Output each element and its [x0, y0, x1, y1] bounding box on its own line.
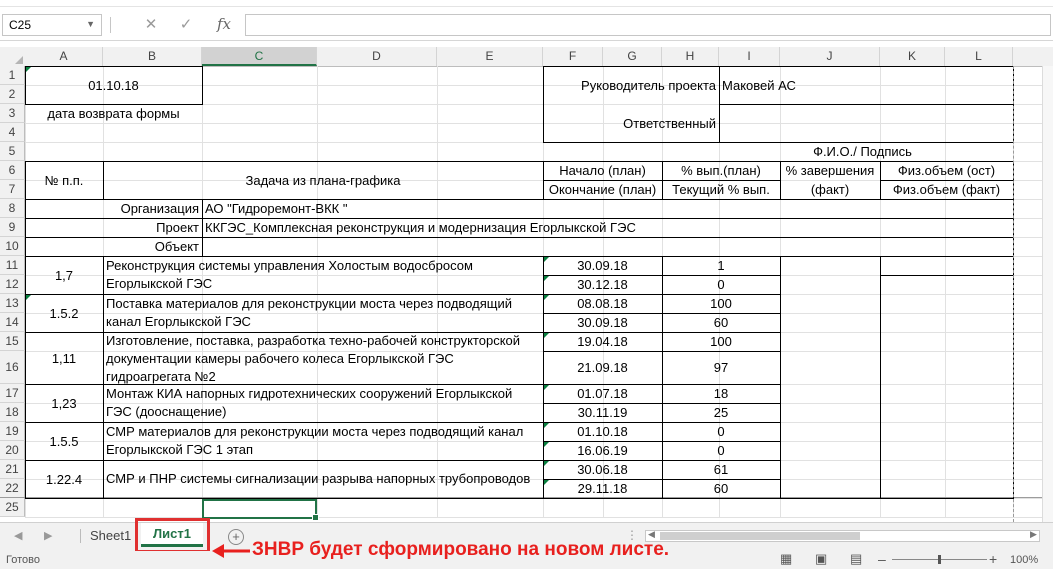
normal-view-icon[interactable]: ▦ [780, 551, 793, 566]
signature-label-text: Ф.И.О./ Подпись [813, 144, 912, 159]
task-start-text: 19.04.18 [577, 334, 628, 349]
task-pct-current [665, 351, 777, 384]
cell-border [202, 199, 203, 257]
row-header-15[interactable]: 15 [0, 332, 25, 351]
task-pct-plan [665, 332, 777, 351]
tab-sheet1[interactable]: Sheet1 [90, 528, 132, 543]
row-header-10[interactable]: 10 [0, 237, 25, 256]
cell-border [25, 498, 781, 499]
vol-fact-header [883, 180, 1010, 199]
row-header-9[interactable]: 9 [0, 218, 25, 237]
cell-border [780, 256, 781, 499]
task-end [546, 313, 659, 332]
row-header-11[interactable]: 11 [0, 256, 25, 275]
cell-border [543, 66, 544, 143]
error-indicator-icon[interactable] [544, 257, 549, 262]
responsible-label [546, 104, 716, 142]
gridline [25, 123, 1042, 124]
task-start [546, 256, 659, 275]
page-break-view-icon[interactable]: ▤ [850, 551, 863, 566]
zoom-out-button[interactable]: – [878, 551, 886, 567]
row-header-22[interactable]: 22 [0, 479, 25, 498]
scroll-left-icon[interactable]: ◀ [648, 529, 655, 539]
row-header-16[interactable]: 16 [0, 351, 25, 384]
arrow-icon [212, 537, 252, 563]
task-num [28, 422, 100, 460]
task-num-text: 1,23 [51, 395, 77, 411]
task-num [28, 460, 100, 498]
pct-done-header [783, 161, 877, 180]
task-pct-plan-text: 100 [710, 296, 732, 311]
task-start [546, 294, 659, 313]
task-pct-current-text: 60 [713, 481, 729, 496]
error-indicator-icon[interactable] [544, 333, 549, 338]
task-end [546, 479, 659, 498]
error-indicator-icon[interactable] [544, 423, 549, 428]
task-start [546, 384, 659, 403]
task-pct-current [665, 275, 777, 294]
task-pct-current [665, 403, 777, 422]
task-pct-current [665, 313, 777, 332]
task-end-text: 30.12.18 [577, 277, 628, 292]
end-plan-header-text: Окончание (план) [548, 182, 657, 197]
error-indicator-icon[interactable] [544, 385, 549, 390]
task-num-text: 1.5.2 [49, 305, 79, 321]
vol-rest-header [883, 161, 1010, 180]
object-label [28, 237, 199, 256]
task-pct-plan [665, 384, 777, 403]
task-pct-plan-text: 61 [713, 462, 729, 477]
row-header-7[interactable]: 7 [0, 180, 25, 199]
task-description-text: СМР и ПНР системы сигнализации разрыва напорных трубопроводов [106, 471, 531, 486]
task-description [106, 294, 540, 332]
task-num [28, 294, 100, 332]
task-pct-plan [665, 422, 777, 441]
row-header-13[interactable]: 13 [0, 294, 25, 313]
object-label-text: Объект [154, 239, 199, 254]
row-header-25[interactable]: 25 [0, 498, 25, 517]
row-header-18[interactable]: 18 [0, 403, 25, 422]
column-header-h[interactable]: H [662, 47, 719, 66]
task-end-text: 16.06.19 [577, 443, 628, 458]
org-label [28, 199, 199, 218]
insert-function-icon[interactable]: fx [216, 15, 231, 33]
task-start-text: 30.06.18 [577, 462, 628, 477]
org-value [205, 199, 1010, 218]
project-value [205, 218, 1010, 237]
manager-label-text: Руководитель проекта [581, 77, 716, 93]
annotation-text: ЗНВР будет сформировано на новом листе. [252, 539, 670, 560]
signature-label [783, 142, 942, 161]
task-start-text: 01.10.18 [577, 424, 628, 439]
column-header-c[interactable]: C [202, 47, 317, 66]
scroll-right-icon[interactable]: ▶ [1030, 529, 1037, 539]
task-description [106, 422, 540, 460]
vol-fact-header-text: Физ.объем (факт) [892, 182, 1001, 197]
task-start-text: 08.08.18 [577, 296, 628, 311]
cell-border [25, 161, 26, 200]
task-pct-current-text: 25 [713, 405, 729, 420]
task-num [28, 332, 100, 384]
cell-border [880, 275, 1014, 276]
row-header-20[interactable]: 20 [0, 441, 25, 460]
zoom-in-button[interactable]: + [989, 551, 998, 567]
manager-value-text: Маковей АС [722, 77, 796, 93]
error-indicator-icon[interactable] [26, 67, 31, 72]
project-label-text: Проект [156, 220, 199, 235]
row-header-14[interactable]: 14 [0, 313, 25, 332]
cell-border [543, 142, 1014, 143]
column-header-k[interactable]: K [880, 47, 945, 66]
task-start-text: 01.07.18 [577, 386, 628, 401]
task-pct-plan-text: 100 [710, 334, 732, 349]
pct-done-header-text: % завершения [785, 163, 875, 178]
column-header-j[interactable]: J [780, 47, 880, 66]
start-plan-header [546, 161, 659, 180]
org-value-text: АО "Гидроремонт-ВКК " [205, 201, 348, 216]
task-start [546, 460, 659, 479]
manager-value [722, 66, 1010, 104]
prev-sheet-icon[interactable]: ◀ [14, 530, 23, 542]
date-cell [28, 66, 199, 104]
task-pct-current-text: 0 [717, 277, 725, 292]
task-end [546, 275, 659, 294]
task-end-text: 30.11.19 [577, 405, 628, 420]
error-indicator-icon[interactable] [544, 480, 549, 485]
cell-border [880, 256, 881, 499]
status-ready: Готово [6, 554, 40, 566]
page-layout-icon[interactable]: ▣ [815, 551, 828, 566]
active-cell-c25[interactable] [202, 499, 317, 519]
project-label [28, 218, 199, 237]
col-num-header [28, 161, 100, 199]
col-num-header-text: № п.п. [44, 172, 84, 188]
highlight-box [135, 518, 210, 553]
task-pct-current [665, 441, 777, 460]
project-value-text: ККГЭС_Комплексная реконструкция и модернизация Егорлыкской ГЭС [205, 220, 636, 235]
zoom-level[interactable]: 100% [1010, 554, 1039, 566]
task-description-text: Поставка материалов для реконструкции моста через подводящий канал Егорлыкской ГЭС [106, 296, 512, 329]
responsible-label-text: Ответственный [623, 115, 716, 131]
column-header-b[interactable]: B [103, 47, 202, 66]
page-break-line [1013, 66, 1014, 522]
task-pct-current [665, 479, 777, 498]
row-header-4[interactable]: 4 [0, 123, 25, 142]
zoom-slider-thumb[interactable] [938, 555, 941, 564]
task-num [28, 384, 100, 422]
column-header-f[interactable]: F [543, 47, 603, 66]
vol-rest-header-text: Физ.объем (ост) [897, 163, 996, 178]
cell-border [202, 66, 203, 105]
enter-icon[interactable]: ✓ [179, 16, 193, 33]
pct-plan-header-text: % вып.(план) [681, 163, 761, 178]
error-indicator-icon[interactable] [544, 461, 549, 466]
cell-border [25, 199, 26, 257]
task-description [106, 460, 540, 498]
tab-list1[interactable]: Лист1 [141, 523, 203, 547]
cell-border [25, 256, 26, 499]
task-pct-plan-text: 18 [713, 386, 729, 401]
column-header-d[interactable]: D [317, 47, 437, 66]
task-pct-current-text: 60 [713, 315, 729, 330]
vertical-scrollbar[interactable] [1042, 66, 1053, 522]
task-start-text: 30.09.18 [577, 258, 628, 273]
column-header-e[interactable]: E [437, 47, 543, 66]
row-header-19[interactable]: 19 [0, 422, 25, 441]
date-cell-text: 01.10.18 [88, 77, 139, 93]
tab-split-handle[interactable]: ⋮ [626, 528, 638, 542]
task-end [546, 441, 659, 460]
column-header-a[interactable]: A [25, 47, 103, 66]
task-end-text: 30.09.18 [577, 315, 628, 330]
task-pct-plan [665, 294, 777, 313]
pct-done-fact-header [783, 180, 877, 199]
cell-border [103, 161, 104, 200]
col-task-header [106, 161, 540, 199]
column-header-i[interactable]: I [719, 47, 780, 66]
task-num-text: 1.5.5 [49, 433, 79, 449]
row-header-5[interactable]: 5 [0, 142, 25, 161]
task-num [28, 256, 100, 294]
manager-label [546, 66, 716, 104]
row-header-8[interactable]: 8 [0, 199, 25, 218]
pct-current-header [665, 180, 777, 199]
task-num-text: 1,11 [51, 350, 77, 366]
task-end-text: 21.09.18 [577, 360, 628, 375]
task-description-text: СМР материалов для реконструкции моста через подводящий канал Егорлыкской ГЭС 1 этап [106, 424, 524, 457]
gridline [945, 66, 946, 517]
task-description-text: Реконструкция системы управления Холостым водосбросом Егорлыкской ГЭС [106, 258, 473, 291]
cell-border [662, 256, 663, 499]
end-plan-header [546, 180, 659, 199]
row-header-6[interactable]: 6 [0, 161, 25, 180]
col-task-header-text: Задача из плана-графика [245, 172, 401, 188]
task-end [546, 403, 659, 422]
chevron-down-icon[interactable]: ▼ [86, 19, 95, 29]
task-start [546, 332, 659, 351]
task-pct-current-text: 97 [713, 360, 729, 375]
error-indicator-icon[interactable] [26, 295, 31, 300]
error-indicator-icon[interactable] [544, 276, 549, 281]
cancel-icon[interactable]: ✕ [144, 16, 158, 33]
add-sheet-button[interactable]: + [228, 529, 244, 545]
separator [80, 529, 81, 543]
task-num-text: 1,7 [54, 267, 74, 283]
task-description [106, 384, 540, 422]
row-header-2[interactable]: 2 [0, 85, 25, 104]
pct-current-header-text: Текущий % вып. [672, 182, 770, 197]
task-pct-plan [665, 460, 777, 479]
column-header-g[interactable]: G [603, 47, 662, 66]
task-end-text: 29.11.18 [577, 481, 628, 496]
return-label [28, 104, 199, 123]
cell-border [780, 498, 1014, 499]
task-start [546, 422, 659, 441]
row-header-17[interactable]: 17 [0, 384, 25, 403]
task-description [106, 332, 540, 384]
task-description-text: Изготовление, поставка, разработка техно-рабочей конструкторской документации камеры рабочего колеса Егорлыкской ГЭС гидроагрегата №2 [106, 333, 521, 384]
task-end [546, 351, 659, 384]
return-label-text: дата возврата формы [47, 106, 180, 121]
row-header-1[interactable]: 1 [0, 66, 25, 85]
task-description [106, 256, 540, 294]
name-box-value: C25 [9, 18, 32, 32]
task-pct-current-text: 0 [717, 443, 725, 458]
scroll-thumb[interactable] [660, 532, 860, 540]
error-indicator-icon[interactable] [544, 442, 549, 447]
error-indicator-icon[interactable] [544, 295, 549, 300]
column-header-l[interactable]: L [945, 47, 1013, 66]
task-pct-plan [665, 256, 777, 275]
task-pct-plan-text: 1 [717, 258, 725, 273]
start-plan-header-text: Начало (план) [559, 163, 646, 178]
task-description-text: Монтаж КИА напорных гидротехнических сооружений Егорлыкской ГЭС (дооснащение) [106, 386, 513, 419]
row-header-12[interactable]: 12 [0, 275, 25, 294]
task-pct-plan-text: 0 [717, 424, 725, 439]
pct-plan-header [665, 161, 777, 180]
row-header-3[interactable]: 3 [0, 104, 25, 123]
next-sheet-icon[interactable]: ▶ [44, 530, 53, 542]
row-header-21[interactable]: 21 [0, 460, 25, 479]
pct-done-fact-header-text: (факт) [810, 182, 850, 197]
cell-border [103, 256, 104, 499]
cell-border [719, 104, 1014, 105]
org-label-text: Организация [120, 201, 199, 216]
task-num-text: 1.22.4 [45, 471, 83, 487]
